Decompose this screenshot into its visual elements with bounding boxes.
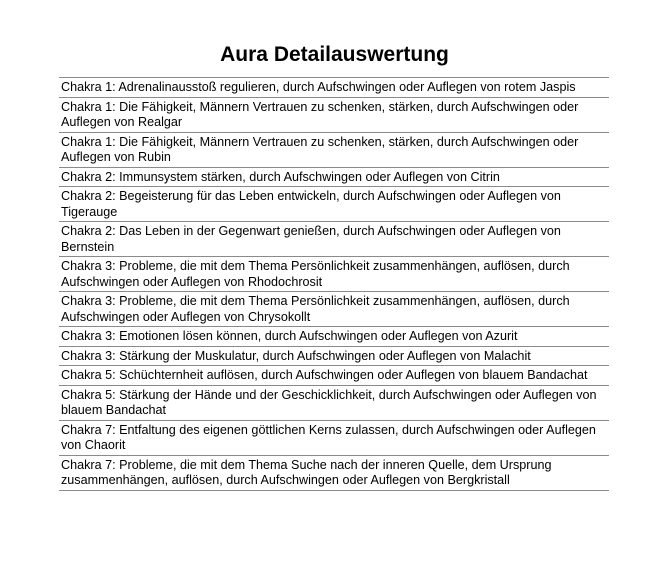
result-list <box>59 77 609 491</box>
list-item: Chakra 1: Die Fähigkeit, Männern Vertrauen zu schenken, stärken, durch Aufschwingen oder Auflegen von Rubin <box>59 133 609 168</box>
list-item: Chakra 2: Begeisterung für das Leben entwickeln, durch Aufschwingen oder Auflegen von Tigerauge <box>59 187 609 222</box>
list-item: Chakra 7: Entfaltung des eigenen göttlichen Kerns zulassen, durch Aufschwingen oder Auflegen von Chaorit <box>59 421 609 456</box>
list-item: Chakra 7: Probleme, die mit dem Thema Suche nach der inneren Quelle, dem Ursprung zusammenhängen, auflösen, durch Aufschwingen oder Auflegen von Bergkristall <box>59 456 609 491</box>
list-item: Chakra 1: Die Fähigkeit, Männern Vertrauen zu schenken, stärken, durch Aufschwingen oder Auflegen von Realgar <box>59 98 609 133</box>
list-item: Chakra 2: Das Leben in der Gegenwart genießen, durch Aufschwingen oder Auflegen von Bernstein <box>59 222 609 257</box>
list-item: Chakra 3: Stärkung der Muskulatur, durch Aufschwingen oder Auflegen von Malachit <box>59 347 609 367</box>
list-item: Chakra 5: Schüchternheit auflösen, durch Aufschwingen oder Auflegen von blauem Bandachat <box>59 366 609 386</box>
page-title: Aura Detailauswertung <box>220 43 449 66</box>
list-item: Chakra 3: Emotionen lösen können, durch Aufschwingen oder Auflegen von Azurit <box>59 327 609 347</box>
list-item: Chakra 2: Immunsystem stärken, durch Aufschwingen oder Auflegen von Citrin <box>59 168 609 188</box>
list-item: Chakra 3: Probleme, die mit dem Thema Persönlichkeit zusammenhängen, auflösen, durch Aufschwingen oder Auflegen von Rhodochrosit <box>59 257 609 292</box>
list-item: Chakra 3: Probleme, die mit dem Thema Persönlichkeit zusammenhängen, auflösen, durch Aufschwingen oder Auflegen von Chrysokollt <box>59 292 609 327</box>
list-item: Chakra 5: Stärkung der Hände und der Geschicklichkeit, durch Aufschwingen oder Auflegen von blauem Bandachat <box>59 386 609 421</box>
list-item: Chakra 1: Adrenalinausstoß regulieren, durch Aufschwingen oder Auflegen von rotem Jaspis <box>59 78 609 98</box>
